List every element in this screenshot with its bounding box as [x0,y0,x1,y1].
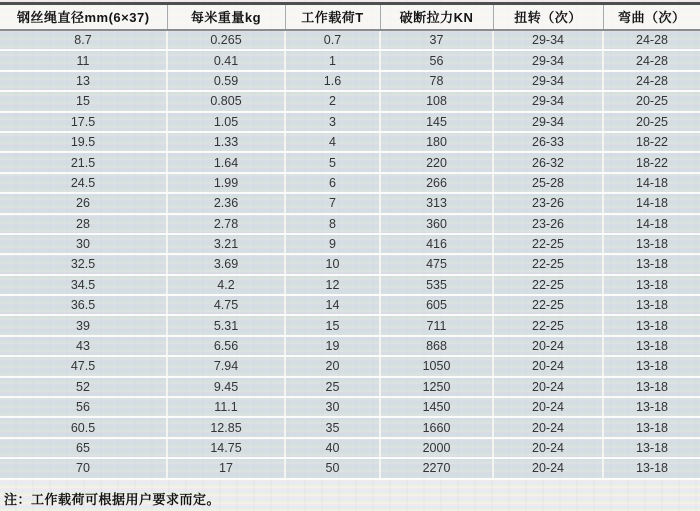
table-cell: 13-18 [603,458,700,478]
column-header-breaking-force: 破断拉力KN [380,4,493,31]
table-cell: 56 [380,50,493,70]
table-cell: 1450 [380,397,493,417]
column-header-torsion: 扭转（次） [493,4,603,31]
table-cell: 26-33 [493,132,603,152]
table-cell: 108 [380,91,493,111]
table-cell: 15 [0,91,167,111]
header-row [0,4,700,31]
table-cell: 4 [285,132,380,152]
table-cell: 416 [380,234,493,254]
table-cell: 13-18 [603,295,700,315]
table-cell: 2000 [380,438,493,458]
table-cell: 1250 [380,377,493,397]
table-row [0,417,700,437]
table-cell: 14-18 [603,193,700,213]
table-cell: 1.64 [167,152,285,172]
table-cell: 28 [0,214,167,234]
table-cell: 13-18 [603,254,700,274]
table-cell: 24.5 [0,173,167,193]
table-cell: 13 [0,71,167,91]
table-cell: 29-34 [493,71,603,91]
table-cell: 47.5 [0,356,167,376]
table-cell: 25-28 [493,173,603,193]
table-cell: 1050 [380,356,493,376]
table-cell: 35 [285,417,380,437]
table-cell: 13-18 [603,356,700,376]
table-cell: 60.5 [0,417,167,437]
table-cell: 13-18 [603,377,700,397]
table-cell: 9.45 [167,377,285,397]
wire-rope-spec-table [0,2,700,480]
table-row [0,214,700,234]
table-cell: 23-26 [493,193,603,213]
table-cell: 360 [380,214,493,234]
table-cell: 2270 [380,458,493,478]
table-row [0,91,700,111]
table-cell: 535 [380,275,493,295]
table-row [0,275,700,295]
table-cell: 22-25 [493,234,603,254]
table-cell: 0.59 [167,71,285,91]
table-cell: 12 [285,275,380,295]
table-cell: 36.5 [0,295,167,315]
table-cell: 18-22 [603,132,700,152]
table-cell: 1 [285,50,380,70]
table-cell: 8 [285,214,380,234]
table-cell: 20-24 [493,438,603,458]
table-cell: 13-18 [603,234,700,254]
table-row [0,336,700,356]
table-cell: 22-25 [493,275,603,295]
column-header-working-load: 工作载荷T [285,4,380,31]
table-cell: 20-25 [603,91,700,111]
table-cell: 19 [285,336,380,356]
table-cell: 180 [380,132,493,152]
table-cell: 15 [285,315,380,335]
table-cell: 30 [285,397,380,417]
table-cell: 3.69 [167,254,285,274]
table-cell: 2.78 [167,214,285,234]
table-cell: 29-34 [493,30,603,50]
table-row [0,438,700,458]
table-cell: 13-18 [603,438,700,458]
table-cell: 18-22 [603,152,700,172]
table-cell: 20-24 [493,458,603,478]
table-cell: 220 [380,152,493,172]
table-cell: 17.5 [0,112,167,132]
table-cell: 3 [285,112,380,132]
table-row [0,112,700,132]
table-cell: 34.5 [0,275,167,295]
table-cell: 50 [285,458,380,478]
table-cell: 14.75 [167,438,285,458]
table-cell: 17 [167,458,285,478]
table-row [0,295,700,315]
table-cell: 40 [285,438,380,458]
table-cell: 52 [0,377,167,397]
table-cell: 313 [380,193,493,213]
table-cell: 605 [380,295,493,315]
table-cell: 29-34 [493,91,603,111]
table-cell: 1.6 [285,71,380,91]
table-row [0,458,700,478]
table-cell: 22-25 [493,254,603,274]
table-cell: 65 [0,438,167,458]
table-cell: 70 [0,458,167,478]
table-row [0,377,700,397]
table-cell: 24-28 [603,30,700,50]
table-cell: 0.41 [167,50,285,70]
table-cell: 5.31 [167,315,285,335]
table-cell: 711 [380,315,493,335]
table-cell: 11 [0,50,167,70]
table-row [0,173,700,193]
table-cell: 21.5 [0,152,167,172]
table-cell: 26-32 [493,152,603,172]
table-cell: 5 [285,152,380,172]
table-cell: 14-18 [603,214,700,234]
table-cell: 20-25 [603,112,700,132]
table-cell: 7 [285,193,380,213]
column-header-bending: 弯曲（次） [603,4,700,31]
table-cell: 13-18 [603,315,700,335]
table-cell: 8.7 [0,30,167,50]
table-cell: 20-24 [493,417,603,437]
table-cell: 20-24 [493,377,603,397]
table-cell: 4.2 [167,275,285,295]
table-cell: 13-18 [603,417,700,437]
table-cell: 1.05 [167,112,285,132]
table-cell: 56 [0,397,167,417]
table-cell: 24-28 [603,50,700,70]
table-cell: 43 [0,336,167,356]
table-cell: 9 [285,234,380,254]
table-cell: 1660 [380,417,493,437]
table-row [0,234,700,254]
table-cell: 11.1 [167,397,285,417]
table-row [0,193,700,213]
table-row [0,152,700,172]
footnote: 注：工作载荷可根据用户要求而定。 [4,491,221,507]
table-cell: 266 [380,173,493,193]
table-cell: 39 [0,315,167,335]
table-cell: 14 [285,295,380,315]
table-cell: 26 [0,193,167,213]
table-cell: 2.36 [167,193,285,213]
table-row [0,71,700,91]
table-cell: 37 [380,30,493,50]
table-cell: 78 [380,71,493,91]
table-cell: 13-18 [603,336,700,356]
table-cell: 29-34 [493,112,603,132]
table-cell: 7.94 [167,356,285,376]
table-cell: 475 [380,254,493,274]
table-cell: 13-18 [603,275,700,295]
table-row [0,132,700,152]
table-cell: 13-18 [603,397,700,417]
table-row [0,254,700,274]
table-cell: 20-24 [493,356,603,376]
table-cell: 3.21 [167,234,285,254]
table-cell: 20-24 [493,336,603,356]
table-cell: 29-34 [493,50,603,70]
table-cell: 20-24 [493,397,603,417]
table-cell: 6.56 [167,336,285,356]
table-cell: 0.7 [285,30,380,50]
table-cell: 22-25 [493,315,603,335]
table-body [0,30,700,479]
table-cell: 4.75 [167,295,285,315]
table-cell: 6 [285,173,380,193]
table-cell: 32.5 [0,254,167,274]
table-row [0,315,700,335]
table-cell: 10 [285,254,380,274]
column-header-weight: 每米重量kg [167,4,285,31]
column-header-diameter: 钢丝绳直径mm(6×37) [0,4,167,31]
table-row [0,50,700,70]
table-cell: 22-25 [493,295,603,315]
table-cell: 145 [380,112,493,132]
table-cell: 0.265 [167,30,285,50]
table-cell: 14-18 [603,173,700,193]
table-row [0,30,700,50]
table-cell: 1.33 [167,132,285,152]
table-cell: 868 [380,336,493,356]
table-row [0,397,700,417]
table-cell: 30 [0,234,167,254]
table-cell: 24-28 [603,71,700,91]
table-cell: 1.99 [167,173,285,193]
table-cell: 19.5 [0,132,167,152]
table-cell: 0.805 [167,91,285,111]
table-cell: 12.85 [167,417,285,437]
table-row [0,356,700,376]
table-cell: 2 [285,91,380,111]
table-cell: 25 [285,377,380,397]
table-cell: 23-26 [493,214,603,234]
table-cell: 20 [285,356,380,376]
